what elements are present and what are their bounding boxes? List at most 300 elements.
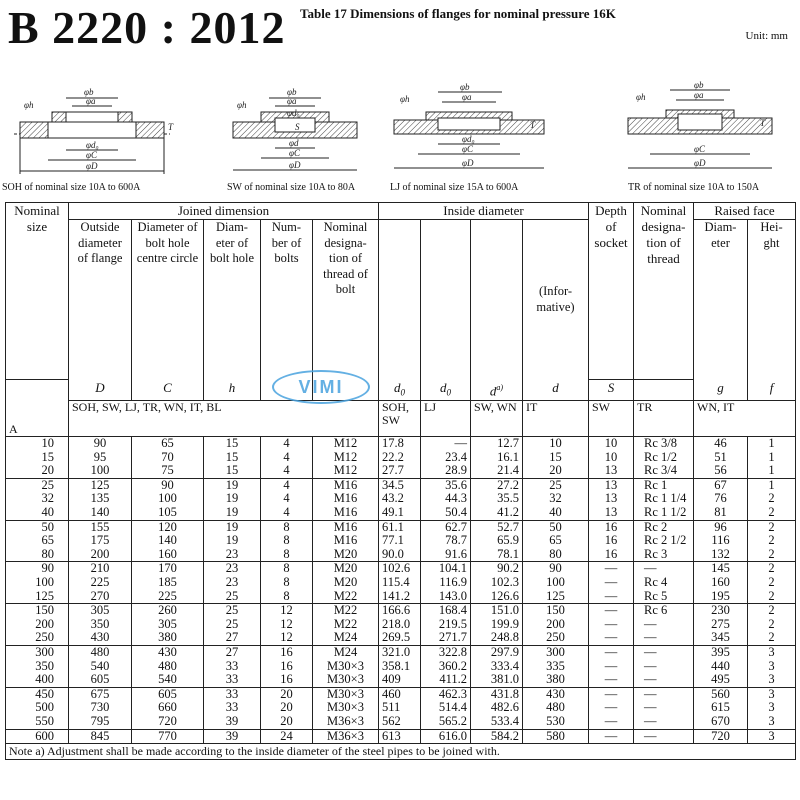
cell-d0-soh: 115.4: [379, 576, 421, 590]
cell-thread: Rc 3: [634, 548, 694, 562]
table-row: [6, 576, 796, 590]
cell-d0-lj: 271.7: [421, 631, 471, 645]
cell-raised-height: 3: [748, 729, 796, 744]
cell-socket-depth: —: [589, 715, 634, 729]
cell-outside-diameter: 675: [69, 687, 132, 701]
cell-bolts: 4: [261, 451, 313, 465]
scope-thread: TR: [634, 401, 694, 437]
svg-text:φa: φa: [287, 96, 297, 106]
cell-thread: —: [634, 631, 694, 645]
cell-raised-diameter: 560: [694, 687, 748, 701]
cell-d0-lj: 360.2: [421, 660, 471, 674]
cell-thread: —: [634, 715, 694, 729]
cell-bolt-thread: M36×3: [313, 715, 379, 729]
header-joined-dimension: Joined dimension: [69, 203, 379, 220]
cell-outside-diameter: 200: [69, 548, 132, 562]
sw-flange-diagram-icon: [225, 78, 365, 178]
cell-d0-lj: 62.7: [421, 520, 471, 534]
svg-text:φC: φC: [289, 148, 300, 158]
cell-bolt-thread: M22: [313, 590, 379, 604]
svg-text:φb: φb: [694, 80, 704, 90]
cell-bolt-thread: M20: [313, 548, 379, 562]
vimi-watermark: VIMI: [272, 370, 370, 404]
svg-text:φC: φC: [694, 144, 705, 154]
cell-thread: Rc 3/4: [634, 464, 694, 478]
svg-text:T: T: [530, 120, 536, 130]
cell-d0-lj: 462.3: [421, 687, 471, 701]
header-bolt-hole: Diam- eter of bolt hole: [204, 220, 261, 380]
cell-thread: Rc 1 1/2: [634, 506, 694, 520]
table-row: [6, 437, 796, 451]
cell-bolt-hole: 23: [204, 576, 261, 590]
symbol-h: h: [204, 380, 261, 401]
svg-text:T: T: [168, 122, 174, 132]
header-raised-face: Raised face: [694, 203, 796, 220]
cell-d0-soh: 511: [379, 701, 421, 715]
table-row: [6, 478, 796, 492]
cell-d-it: 250: [523, 631, 589, 645]
cell-raised-diameter: 116: [694, 534, 748, 548]
cell-bolts: 20: [261, 701, 313, 715]
cell-d-sw: 78.1: [471, 548, 523, 562]
cell-nominal-size: 80: [6, 548, 69, 562]
table-row: [6, 729, 796, 744]
cell-d-it: 100: [523, 576, 589, 590]
cell-d0-soh: 562: [379, 715, 421, 729]
cell-thread: Rc 2: [634, 520, 694, 534]
cell-bolt-hole: 25: [204, 618, 261, 632]
cell-d0-soh: 17.8: [379, 437, 421, 451]
cell-bolt-hole: 19: [204, 520, 261, 534]
svg-text:S: S: [295, 122, 300, 132]
cell-bolt-circle: 480: [132, 660, 204, 674]
cell-bolt-thread: M30×3: [313, 673, 379, 687]
cell-outside-diameter: 605: [69, 673, 132, 687]
cell-raised-height: 3: [748, 715, 796, 729]
scope-raised: WN, IT: [694, 401, 796, 437]
cell-bolt-hole: 15: [204, 464, 261, 478]
cell-bolt-circle: 605: [132, 687, 204, 701]
cell-thread: —: [634, 701, 694, 715]
cell-d-it: 335: [523, 660, 589, 674]
cell-socket-depth: 16: [589, 520, 634, 534]
cell-nominal-size: 500: [6, 701, 69, 715]
cell-nominal-size: 250: [6, 631, 69, 645]
cell-bolt-hole: 23: [204, 548, 261, 562]
cell-bolts: 4: [261, 464, 313, 478]
cell-socket-depth: 13: [589, 478, 634, 492]
cell-bolt-thread: M30×3: [313, 701, 379, 715]
cell-bolt-circle: 160: [132, 548, 204, 562]
cell-d-it: 530: [523, 715, 589, 729]
cell-nominal-size: 10: [6, 437, 69, 451]
cell-outside-diameter: 430: [69, 631, 132, 645]
cell-outside-diameter: 175: [69, 534, 132, 548]
table-row: [6, 715, 796, 729]
cell-bolt-thread: M20: [313, 576, 379, 590]
cell-raised-height: 1: [748, 437, 796, 451]
cell-d0-soh: 141.2: [379, 590, 421, 604]
cell-d0-soh: 34.5: [379, 478, 421, 492]
cell-bolt-hole: 25: [204, 604, 261, 618]
cell-socket-depth: 10: [589, 437, 634, 451]
cell-socket-depth: —: [589, 618, 634, 632]
cell-d-sw: 52.7: [471, 520, 523, 534]
cell-socket-depth: —: [589, 590, 634, 604]
figure-caption-soh: SOH of nominal size 10A to 600A: [2, 182, 141, 193]
cell-bolt-thread: M24: [313, 646, 379, 660]
cell-d0-soh: 218.0: [379, 618, 421, 632]
cell-bolt-hole: 19: [204, 492, 261, 506]
cell-d-it: 65: [523, 534, 589, 548]
header-inside-diameter: Inside diameter: [379, 203, 589, 220]
cell-bolt-circle: 185: [132, 576, 204, 590]
cell-bolt-circle: 260: [132, 604, 204, 618]
cell-bolt-thread: M16: [313, 478, 379, 492]
cell-bolt-hole: 27: [204, 631, 261, 645]
cell-raised-height: 3: [748, 646, 796, 660]
svg-text:φd₀: φd₀: [86, 140, 99, 150]
table-row: [6, 660, 796, 674]
cell-d-it: 200: [523, 618, 589, 632]
svg-text:φD: φD: [462, 158, 474, 168]
cell-d-sw: 584.2: [471, 729, 523, 744]
cell-d0-soh: 166.6: [379, 604, 421, 618]
header-nominal-size: Nominal size: [6, 203, 69, 380]
cell-nominal-size: 65: [6, 534, 69, 548]
cell-outside-diameter: 225: [69, 576, 132, 590]
cell-raised-height: 3: [748, 701, 796, 715]
cell-bolt-thread: M24: [313, 631, 379, 645]
cell-d-it: 380: [523, 673, 589, 687]
cell-d-sw: 41.2: [471, 506, 523, 520]
cell-d0-soh: 22.2: [379, 451, 421, 465]
cell-bolt-thread: M30×3: [313, 687, 379, 701]
table-row: [6, 506, 796, 520]
cell-socket-depth: —: [589, 604, 634, 618]
cell-raised-diameter: 56: [694, 464, 748, 478]
cell-bolts: 4: [261, 492, 313, 506]
svg-text:φh: φh: [24, 100, 34, 110]
svg-text:φb: φb: [84, 87, 94, 97]
table-row: [6, 451, 796, 465]
svg-text:φa: φa: [462, 92, 472, 102]
cell-outside-diameter: 305: [69, 604, 132, 618]
cell-raised-diameter: 96: [694, 520, 748, 534]
cell-d-it: 40: [523, 506, 589, 520]
table-row: [6, 492, 796, 506]
scope-joined: SOH, SW, LJ, TR, WN, IT, BL: [69, 401, 379, 437]
cell-raised-height: 2: [748, 618, 796, 632]
cell-bolts: 12: [261, 604, 313, 618]
cell-d-it: 25: [523, 478, 589, 492]
cell-raised-height: 2: [748, 534, 796, 548]
cell-nominal-size: 15: [6, 451, 69, 465]
table-note: Note a) Adjustment shall be made according to the inside diameter of the steel pipes to be joined with.: [6, 744, 796, 760]
symbol-d-sw: $d^{a)}$: [471, 380, 523, 401]
cell-bolt-thread: M16: [313, 492, 379, 506]
symbol-g: g: [694, 380, 748, 401]
cell-bolts: 12: [261, 631, 313, 645]
cell-bolt-circle: 170: [132, 562, 204, 576]
cell-nominal-size: 200: [6, 618, 69, 632]
cell-thread: Rc 5: [634, 590, 694, 604]
cell-thread: —: [634, 646, 694, 660]
cell-d-it: 80: [523, 548, 589, 562]
symbol-d0-soh: $d_0$: [379, 380, 421, 401]
cell-d-sw: 533.4: [471, 715, 523, 729]
cell-raised-diameter: 230: [694, 604, 748, 618]
svg-text:φh: φh: [400, 94, 410, 104]
header-outside-diameter: Outside diameter of flange: [69, 220, 132, 380]
cell-thread: Rc 2 1/2: [634, 534, 694, 548]
cell-outside-diameter: 540: [69, 660, 132, 674]
cell-bolt-hole: 19: [204, 534, 261, 548]
cell-raised-diameter: 76: [694, 492, 748, 506]
cell-nominal-size: 350: [6, 660, 69, 674]
cell-d0-soh: 409: [379, 673, 421, 687]
cell-bolt-thread: M16: [313, 534, 379, 548]
table-title: Table 17 Dimensions of flanges for nominal pressure 16K: [300, 6, 616, 21]
cell-nominal-size: 125: [6, 590, 69, 604]
scope-depth: SW: [589, 401, 634, 437]
cell-d-sw: 35.5: [471, 492, 523, 506]
cell-d0-soh: 90.0: [379, 548, 421, 562]
cell-bolt-circle: 65: [132, 437, 204, 451]
cell-thread: —: [634, 687, 694, 701]
table-row: [6, 673, 796, 687]
cell-bolt-hole: 27: [204, 646, 261, 660]
unit-A: A: [6, 401, 69, 437]
cell-nominal-size: 50: [6, 520, 69, 534]
figure-caption-lj: LJ of nominal size 15A to 600A: [390, 182, 519, 193]
cell-socket-depth: 13: [589, 492, 634, 506]
unit-label: Unit: mm: [745, 30, 788, 42]
header-number-of-bolts: Num- ber of bolts: [261, 220, 313, 380]
scope-sw: SW, WN: [471, 401, 523, 437]
cell-bolts: 16: [261, 646, 313, 660]
table-row: [6, 562, 796, 576]
cell-raised-diameter: 195: [694, 590, 748, 604]
cell-bolt-circle: 225: [132, 590, 204, 604]
cell-socket-depth: 13: [589, 506, 634, 520]
cell-raised-height: 3: [748, 687, 796, 701]
cell-socket-depth: —: [589, 631, 634, 645]
cell-d0-soh: 27.7: [379, 464, 421, 478]
cell-bolts: 4: [261, 506, 313, 520]
cell-nominal-size: 40: [6, 506, 69, 520]
table-row: [6, 687, 796, 701]
cell-bolt-hole: 19: [204, 506, 261, 520]
lj-flange-diagram-icon: [390, 78, 550, 178]
table-row: [6, 534, 796, 548]
cell-raised-diameter: 145: [694, 562, 748, 576]
cell-socket-depth: 16: [589, 534, 634, 548]
cell-bolt-hole: 23: [204, 562, 261, 576]
cell-thread: Rc 4: [634, 576, 694, 590]
cell-d-it: 480: [523, 701, 589, 715]
cell-bolts: 8: [261, 576, 313, 590]
cell-d-it: 10: [523, 437, 589, 451]
cell-bolts: 16: [261, 673, 313, 687]
cell-socket-depth: —: [589, 562, 634, 576]
cell-bolt-thread: M12: [313, 437, 379, 451]
cell-d0-lj: 35.6: [421, 478, 471, 492]
svg-text:φC: φC: [86, 150, 97, 160]
cell-bolts: 8: [261, 548, 313, 562]
cell-bolts: 8: [261, 534, 313, 548]
cell-outside-diameter: 155: [69, 520, 132, 534]
cell-raised-diameter: 345: [694, 631, 748, 645]
cell-raised-height: 2: [748, 520, 796, 534]
cell-bolt-thread: M12: [313, 464, 379, 478]
cell-d-sw: 12.7: [471, 437, 523, 451]
cell-socket-depth: —: [589, 660, 634, 674]
cell-thread: Rc 1: [634, 478, 694, 492]
cell-socket-depth: 16: [589, 548, 634, 562]
cell-outside-diameter: 795: [69, 715, 132, 729]
symbol-C: C: [132, 380, 204, 401]
header-bolt-circle: Diameter of bolt hole centre circle: [132, 220, 204, 380]
cell-bolt-hole: 39: [204, 715, 261, 729]
cell-d-it: 125: [523, 590, 589, 604]
cell-nominal-size: 32: [6, 492, 69, 506]
cell-d-sw: 199.9: [471, 618, 523, 632]
cell-bolt-hole: 33: [204, 673, 261, 687]
cell-nominal-size: 600: [6, 729, 69, 744]
symbol-d-it: d: [523, 380, 589, 401]
cell-raised-diameter: 440: [694, 660, 748, 674]
svg-text:φh: φh: [237, 100, 247, 110]
cell-d-it: 90: [523, 562, 589, 576]
cell-d0-lj: 44.3: [421, 492, 471, 506]
cell-d0-soh: 321.0: [379, 646, 421, 660]
cell-bolt-circle: 90: [132, 478, 204, 492]
cell-thread: —: [634, 660, 694, 674]
cell-bolt-circle: 140: [132, 534, 204, 548]
cell-d0-lj: 78.7: [421, 534, 471, 548]
cell-d-sw: 90.2: [471, 562, 523, 576]
cell-bolt-hole: 19: [204, 478, 261, 492]
cell-d0-soh: 49.1: [379, 506, 421, 520]
cell-socket-depth: 10: [589, 451, 634, 465]
cell-bolt-circle: 660: [132, 701, 204, 715]
svg-text:φC: φC: [462, 144, 473, 154]
cell-d-sw: 431.8: [471, 687, 523, 701]
cell-thread: —: [634, 729, 694, 744]
cell-d0-soh: 460: [379, 687, 421, 701]
cell-raised-height: 1: [748, 478, 796, 492]
table-row: [6, 631, 796, 645]
svg-text:φD: φD: [694, 158, 706, 168]
cell-d-sw: 102.3: [471, 576, 523, 590]
cell-bolt-circle: 540: [132, 673, 204, 687]
cell-bolt-hole: 15: [204, 437, 261, 451]
cell-d-sw: 65.9: [471, 534, 523, 548]
cell-outside-diameter: 140: [69, 506, 132, 520]
cell-d-it: 50: [523, 520, 589, 534]
cell-socket-depth: —: [589, 576, 634, 590]
svg-text:φa: φa: [694, 90, 704, 100]
cell-bolt-thread: M22: [313, 618, 379, 632]
cell-outside-diameter: 90: [69, 437, 132, 451]
cell-bolt-circle: 70: [132, 451, 204, 465]
cell-d-sw: 16.1: [471, 451, 523, 465]
cell-raised-height: 3: [748, 673, 796, 687]
cell-bolts: 4: [261, 437, 313, 451]
cell-nominal-size: 90: [6, 562, 69, 576]
cell-raised-diameter: 132: [694, 548, 748, 562]
cell-outside-diameter: 350: [69, 618, 132, 632]
cell-bolts: 8: [261, 562, 313, 576]
cell-bolt-thread: M36×3: [313, 729, 379, 744]
cell-bolt-circle: 430: [132, 646, 204, 660]
cell-outside-diameter: 270: [69, 590, 132, 604]
cell-outside-diameter: 125: [69, 478, 132, 492]
cell-raised-diameter: 670: [694, 715, 748, 729]
cell-bolt-hole: 33: [204, 701, 261, 715]
flange-dimension-table: [5, 202, 796, 760]
cell-d0-lj: 28.9: [421, 464, 471, 478]
cell-bolt-thread: M20: [313, 562, 379, 576]
cell-nominal-size: 100: [6, 576, 69, 590]
cell-bolt-thread: M30×3: [313, 660, 379, 674]
cell-thread: Rc 3/8: [634, 437, 694, 451]
cell-d0-lj: 143.0: [421, 590, 471, 604]
header-informative: (Infor- mative): [523, 220, 589, 380]
cell-thread: Rc 1/2: [634, 451, 694, 465]
figure-caption-tr: TR of nominal size 10A to 150A: [628, 182, 760, 193]
header-depth-of-socket: Depth of socket: [589, 203, 634, 380]
cell-d0-lj: 104.1: [421, 562, 471, 576]
cell-raised-height: 2: [748, 506, 796, 520]
cell-nominal-size: 550: [6, 715, 69, 729]
table-row: [6, 618, 796, 632]
svg-text:φh: φh: [636, 92, 646, 102]
cell-raised-height: 2: [748, 631, 796, 645]
cell-bolt-circle: 305: [132, 618, 204, 632]
cell-raised-height: 3: [748, 660, 796, 674]
cell-socket-depth: 13: [589, 464, 634, 478]
cell-bolt-hole: 39: [204, 729, 261, 744]
cell-outside-diameter: 100: [69, 464, 132, 478]
cell-nominal-size: 20: [6, 464, 69, 478]
header-thread-designation: Nominal designa- tion of thread: [634, 203, 694, 380]
scope-soh: SOH, SW: [379, 401, 421, 437]
svg-text:φb: φb: [460, 82, 470, 92]
cell-d0-lj: 322.8: [421, 646, 471, 660]
cell-raised-height: 2: [748, 562, 796, 576]
cell-d-it: 300: [523, 646, 589, 660]
cell-d0-soh: 269.5: [379, 631, 421, 645]
cell-nominal-size: 400: [6, 673, 69, 687]
cell-nominal-size: 25: [6, 478, 69, 492]
cell-bolts: 24: [261, 729, 313, 744]
cell-d-it: 430: [523, 687, 589, 701]
soh-flange-diagram-icon: [8, 78, 176, 178]
cell-socket-depth: —: [589, 701, 634, 715]
cell-bolts: 8: [261, 520, 313, 534]
cell-outside-diameter: 135: [69, 492, 132, 506]
cell-bolts: 12: [261, 618, 313, 632]
cell-d0-lj: 219.5: [421, 618, 471, 632]
cell-raised-height: 1: [748, 451, 796, 465]
header-bolt-thread: Nominal designa- tion of thread of bolt: [313, 220, 379, 380]
cell-d-sw: 482.6: [471, 701, 523, 715]
cell-bolts: 20: [261, 715, 313, 729]
cell-outside-diameter: 95: [69, 451, 132, 465]
cell-d0-lj: 411.2: [421, 673, 471, 687]
